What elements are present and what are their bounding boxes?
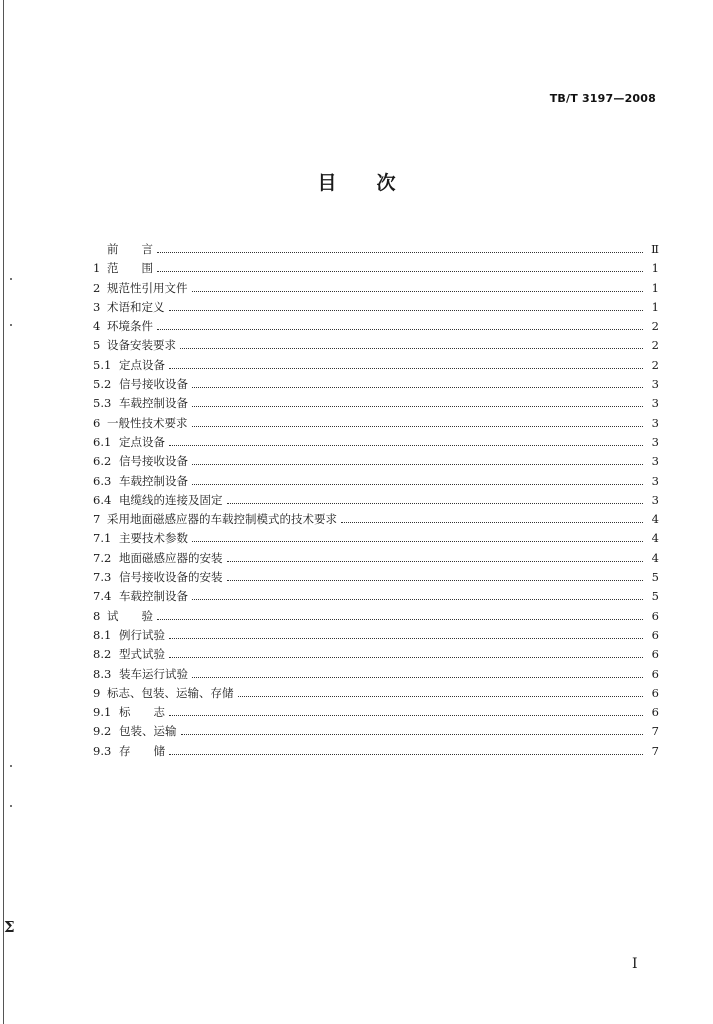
toc-entry-number: 5: [93, 338, 101, 353]
toc-entry-page: 6: [651, 666, 659, 681]
toc-entry-title: 环境条件: [107, 319, 153, 334]
toc-entry-title: 范 围: [107, 261, 153, 276]
toc-dot-leader: [227, 549, 644, 562]
toc-entry-title: 信号接收设备: [119, 377, 188, 392]
toc-dot-leader: [192, 587, 643, 600]
toc-entry-number: 7.1: [93, 531, 112, 546]
toc-entry: [93, 645, 659, 664]
toc-entry-number: 4: [93, 319, 101, 334]
toc-entry: [93, 317, 659, 336]
toc-entry-number: 6: [93, 415, 101, 430]
toc-entry-number: 9.3: [93, 743, 112, 758]
toc-dot-leader: [157, 607, 643, 620]
toc-entry-page: 2: [651, 319, 659, 334]
toc-entry: [93, 298, 659, 317]
toc-entry-title: 采用地面磁感应器的车载控制模式的技术要求: [107, 512, 337, 527]
toc-entry-title: 包装、运输: [119, 724, 177, 739]
toc-entry-page: 5: [651, 570, 659, 585]
toc-entry-title: 型式试验: [119, 647, 165, 662]
toc-dot-leader: [192, 472, 643, 485]
toc-dot-leader: [157, 240, 643, 253]
toc-entry-page: 7: [651, 724, 659, 739]
toc-entry-title: 装车运行试验: [119, 666, 188, 681]
toc-entry-title: 定点设备: [119, 357, 165, 372]
toc-entry-page: 3: [651, 434, 659, 449]
toc-dot-leader: [192, 452, 643, 465]
toc-entry-number: 8: [93, 608, 101, 623]
toc-entry: [93, 240, 659, 259]
toc-entry-title: 术语和定义: [107, 299, 165, 314]
toc-dot-leader: [169, 703, 643, 716]
toc-dot-leader: [192, 414, 644, 427]
toc-entry-title: 标志、包装、运输、存储: [107, 685, 234, 700]
toc-entry-page: 3: [651, 377, 659, 392]
toc-entry-number: 5.3: [93, 396, 112, 411]
toc-entry: [93, 491, 659, 510]
toc-entry: [93, 529, 659, 548]
toc-entry-page: Ⅱ: [651, 242, 659, 256]
toc-entry-number: 7: [93, 512, 101, 527]
page-number: I: [632, 956, 638, 972]
toc-entry-number: 5.2: [93, 377, 112, 392]
scan-margin-mark: Σ: [4, 918, 15, 936]
toc-entry-page: 6: [651, 627, 659, 642]
scan-left-edge: [3, 0, 4, 1024]
toc-entry: [93, 510, 659, 529]
toc-entry-number: 3: [93, 299, 101, 314]
toc-entry: [93, 587, 659, 606]
toc-entry-number: 8.2: [93, 647, 112, 662]
toc-entry-title: 信号接收设备的安装: [119, 570, 223, 585]
toc-entry-title: 存 储: [119, 743, 165, 758]
toc-dot-leader: [227, 568, 644, 581]
toc-entry-page: 6: [651, 647, 659, 662]
toc-dot-leader: [192, 665, 643, 678]
toc-entry-title: 设备安装要求: [107, 338, 176, 353]
toc-entry-page: 4: [651, 531, 659, 546]
toc-entry-number: 6.3: [93, 473, 112, 488]
toc-dot-leader: [238, 684, 644, 697]
toc-entry-number: 6.4: [93, 492, 112, 507]
standard-number: TB/T 3197—2008: [549, 92, 656, 105]
page-title: 目次: [317, 172, 436, 194]
toc-entry-title: 电缆线的连接及固定: [119, 492, 223, 507]
toc-entry: [93, 742, 659, 761]
toc-entry-title: 试 验: [107, 608, 153, 623]
scan-speck: [10, 805, 12, 807]
toc-entry: [93, 375, 659, 394]
toc-entry-number: 9.2: [93, 724, 112, 739]
toc-entry-page: 6: [651, 608, 659, 623]
toc-entry-title: 信号接收设备: [119, 454, 188, 469]
toc-entry: [93, 356, 659, 375]
toc-entry-page: 5: [651, 589, 659, 604]
toc-dot-leader: [169, 356, 643, 369]
scan-speck: [10, 765, 12, 767]
toc-dot-leader: [192, 279, 644, 292]
toc-entry-title: 前 言: [107, 242, 153, 256]
toc-entry-title: 标 志: [119, 705, 165, 720]
toc-entry: [93, 259, 659, 278]
toc-dot-leader: [169, 742, 643, 755]
toc-entry-title: 车载控制设备: [119, 589, 188, 604]
toc-entry: [93, 626, 659, 645]
toc-entry-page: 4: [651, 512, 659, 527]
toc-entry-page: 1: [651, 299, 659, 314]
toc-entry: [93, 568, 659, 587]
toc-entry-page: 3: [651, 473, 659, 488]
toc-entry-number: 7.3: [93, 570, 112, 585]
toc-entry-number: 6.1: [93, 434, 112, 449]
toc-dot-leader: [180, 336, 643, 349]
toc-dot-leader: [157, 259, 643, 272]
toc-entry-title: 主要技术参数: [119, 531, 188, 546]
toc-dot-leader: [169, 433, 643, 446]
toc-entry-title: 定点设备: [119, 434, 165, 449]
toc-entry-title: 车载控制设备: [119, 396, 188, 411]
toc-dot-leader: [169, 298, 644, 311]
toc-entry-page: 6: [651, 685, 659, 700]
toc-entry: [93, 665, 659, 684]
toc-entry-page: 3: [651, 454, 659, 469]
toc-entry-title: 地面磁感应器的安装: [119, 550, 223, 565]
toc-entry-number: 8.3: [93, 666, 112, 681]
toc-dot-leader: [192, 394, 643, 407]
toc-entry: [93, 703, 659, 722]
toc-entry: [93, 607, 659, 626]
toc-entry: [93, 394, 659, 413]
toc-dot-leader: [181, 722, 644, 735]
toc-entry-number: 6.2: [93, 454, 112, 469]
toc-dot-leader: [227, 491, 644, 504]
toc-entry-title: 例行试验: [119, 627, 165, 642]
toc-dot-leader: [192, 375, 643, 388]
toc-entry: [93, 336, 659, 355]
toc-entry-title: 规范性引用文件: [107, 280, 188, 295]
toc-entry-number: 8.1: [93, 627, 112, 642]
toc-dot-leader: [169, 645, 643, 658]
toc-entry: [93, 433, 659, 452]
toc-entry-page: 3: [651, 396, 659, 411]
toc-entry-title: 一般性技术要求: [107, 415, 188, 430]
toc-entry: [93, 414, 659, 433]
toc-dot-leader: [341, 510, 643, 523]
toc-entry: [93, 722, 659, 741]
toc-entry-page: 3: [651, 492, 659, 507]
scan-speck: [10, 278, 12, 280]
toc-entry: [93, 472, 659, 491]
toc-entry-number: 9: [93, 685, 101, 700]
table-of-contents: [93, 240, 659, 761]
toc-entry-title: 车载控制设备: [119, 473, 188, 488]
toc-dot-leader: [169, 626, 643, 639]
toc-entry: [93, 279, 659, 298]
toc-entry-page: 2: [651, 338, 659, 353]
toc-entry-page: 2: [651, 357, 659, 372]
toc-entry: [93, 549, 659, 568]
toc-entry-number: 9.1: [93, 705, 112, 720]
toc-entry-page: 1: [651, 261, 659, 276]
toc-entry-page: 1: [651, 280, 659, 295]
toc-entry-number: 7.2: [93, 550, 112, 565]
toc-entry-page: 4: [651, 550, 659, 565]
toc-entry-number: 1: [93, 261, 101, 276]
toc-entry-number: 2: [93, 280, 101, 295]
toc-entry-page: 6: [651, 705, 659, 720]
toc-entry: [93, 452, 659, 471]
toc-dot-leader: [157, 317, 643, 330]
toc-dot-leader: [192, 529, 643, 542]
toc-entry: [93, 684, 659, 703]
toc-entry-number: 7.4: [93, 589, 112, 604]
scan-speck: [10, 324, 12, 326]
toc-entry-page: 7: [651, 743, 659, 758]
toc-entry-page: 3: [651, 415, 659, 430]
toc-entry-number: 5.1: [93, 357, 112, 372]
